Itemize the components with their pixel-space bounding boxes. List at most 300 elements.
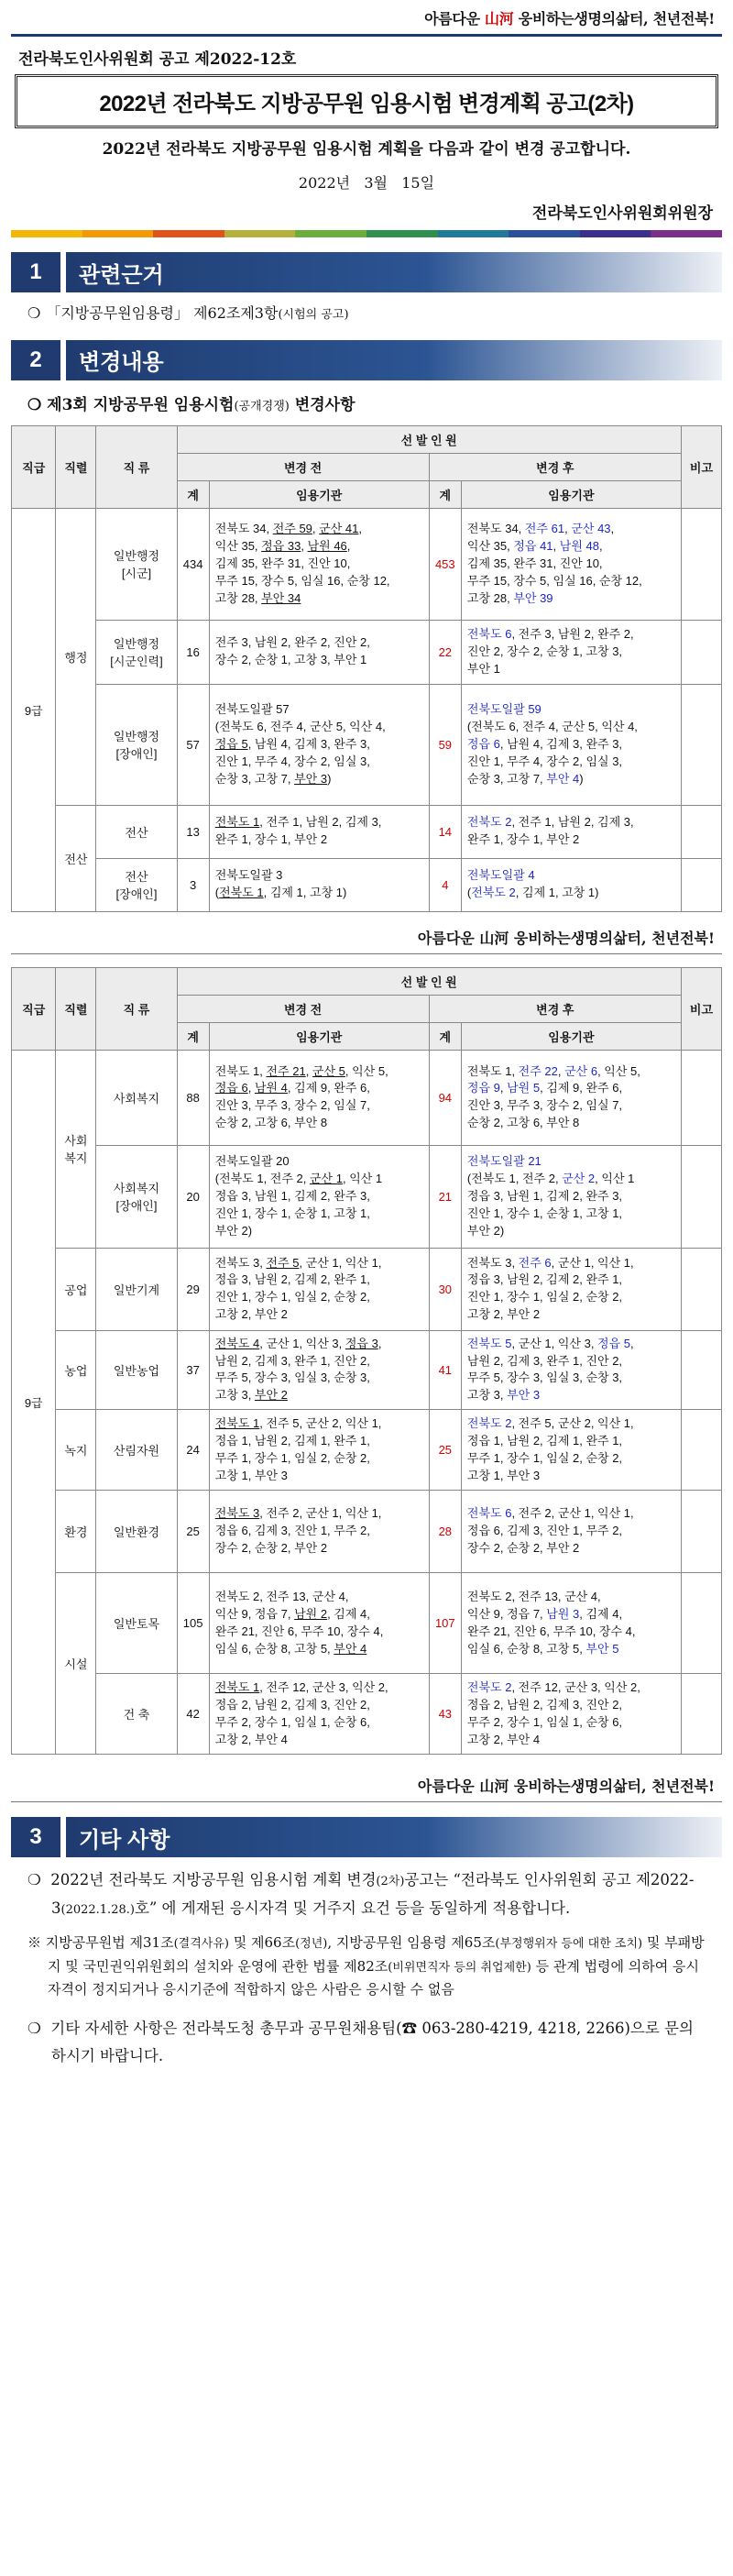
table-row <box>12 1145 722 1248</box>
agency-text: 완주 1, 장수 1, 부안 2 <box>466 832 580 847</box>
agency-text: 고창 3, <box>214 1388 255 1403</box>
after-agencies <box>461 858 681 911</box>
agency-text: , <box>499 1081 508 1095</box>
agency-text: 고창 1, 부안 3 <box>466 1468 541 1482</box>
before-total: 29 <box>177 1248 209 1330</box>
agency-text: , <box>377 1336 382 1350</box>
agency-text: 진안 1, 무주 4, 장수 2, 임실 3, <box>466 754 623 768</box>
para1-text: 2022년 전라북도 지방공무원 임용시험 계획 변경 <box>50 1871 377 1889</box>
stripe-segment <box>651 230 722 237</box>
series-cell: 행정 <box>56 508 96 805</box>
changed-value: 전북도일괄 59 <box>466 702 542 717</box>
agency-text: , 전주 12, 군산 3, 익산 2, <box>511 1679 640 1694</box>
agency-text: (전북도 6, 전주 4, 군산 5, 익산 4, <box>466 720 638 734</box>
agency-text: 무주 1, 장수 1, 임실 2, 순창 2, <box>466 1450 623 1465</box>
class-sub: [장애인] <box>115 1199 158 1214</box>
col-after: 변경 후 <box>429 453 681 480</box>
col-remark: 비고 <box>681 425 721 508</box>
agency-text: , <box>312 522 320 536</box>
class-cell <box>96 1410 177 1491</box>
before-total: 37 <box>177 1330 209 1409</box>
original-value: 부안 2 <box>254 1388 288 1403</box>
changed-value: 전북도 2 <box>471 886 516 900</box>
remark-cell <box>681 1491 721 1573</box>
agency-text: 남원 2, 김제 3, 완주 1, 진안 2, <box>466 1353 623 1368</box>
after-agencies <box>461 1145 681 1248</box>
after-agencies <box>461 1330 681 1409</box>
stripe-segment <box>11 230 82 237</box>
header-divider <box>11 34 722 37</box>
changed-value: 남원 3 <box>546 1606 580 1621</box>
agency-text: 진안 1, 장수 1, 임실 2, 순창 2, <box>466 1290 623 1305</box>
agency-text: 순창 2, 고창 6, 부안 8 <box>466 1116 580 1130</box>
agency-text: ) <box>579 771 584 786</box>
changed-value: 군산 2 <box>562 1172 596 1186</box>
class-sub: [시군인력] <box>110 655 163 669</box>
agency-text: , <box>610 522 615 536</box>
col-grade: 직급 <box>12 425 56 508</box>
before-agencies <box>209 1330 429 1409</box>
agency-text: 부안 2) <box>214 1223 253 1238</box>
slogan-suffix: 웅비하는생명의삶터, 천년전북! <box>513 929 715 947</box>
col-count: 계 <box>429 480 461 508</box>
changed-value: 부안 4 <box>546 771 580 786</box>
grade-cell: 9급 <box>12 508 56 911</box>
original-value: 남원 2 <box>294 1606 328 1621</box>
agency-text: 순창 2, 고창 6, 부안 8 <box>214 1116 328 1130</box>
class-cell <box>96 1145 177 1248</box>
table-row <box>12 1330 722 1409</box>
class-name: 전산 <box>125 870 148 885</box>
note-mark: ※ <box>27 1934 42 1952</box>
note-small: (비위면직자 등의 취업제한) <box>388 1960 531 1975</box>
section-3-header <box>11 1817 722 1857</box>
class-name: 일반토목 <box>113 1617 160 1632</box>
agency-text: 정읍 3, 남원 2, 김제 2, 완주 1, <box>214 1272 370 1287</box>
agency-text: 전북도 1, <box>214 1063 267 1078</box>
stripe-segment <box>366 230 438 237</box>
changed-value: 부안 5 <box>585 1641 619 1656</box>
series-cell: 녹지 <box>56 1410 96 1491</box>
other-paragraph-2: ❍ 기타 자세한 사항은 전라북도청 총무과 공무원채용팀(☎ 063-280-4219, 4218, 2266)으로 문의하시기 바랍니다. <box>27 2019 694 2065</box>
after-agencies <box>461 620 681 684</box>
agency-text: , 익산 1 <box>342 1172 383 1186</box>
page-title: 2022년 전라북도 지방공무원 임용시험 변경계획 공고(2차) <box>15 74 718 128</box>
before-total: 13 <box>177 805 209 858</box>
agency-text: 진안 2, 장수 2, 순창 1, 고창 3, <box>466 644 623 658</box>
note-text: , 지방공무원 임용령 제65조 <box>327 1934 496 1952</box>
agency-text: , 익산 5, <box>345 1063 388 1078</box>
agency-text: , <box>630 1336 634 1350</box>
class-cell <box>96 1573 177 1674</box>
agency-text: 진안 1, 장수 1, 순창 1, 고창 1, <box>466 1205 623 1220</box>
before-total: 25 <box>177 1491 209 1573</box>
col-agency: 임용기관 <box>209 1022 429 1050</box>
before-agencies <box>209 805 429 858</box>
remark-cell <box>681 508 721 620</box>
stripe-segment <box>438 230 509 237</box>
agency-text: 무주 5, 장수 3, 임실 3, 순창 3, <box>214 1371 370 1385</box>
agency-text: 임실 6, 순창 8, 고창 5, <box>214 1641 334 1656</box>
agency-text: , <box>247 1081 255 1095</box>
bullet-icon: ❍ <box>27 395 42 414</box>
series-cell: 시설 <box>56 1573 96 1755</box>
section-2-title: 변경내용 <box>66 340 722 380</box>
before-total: 16 <box>177 620 209 684</box>
remark-cell <box>681 1674 721 1755</box>
original-value: 정읍 33 <box>261 539 301 554</box>
after-total: 453 <box>429 508 461 620</box>
changed-value: 정읍 9 <box>466 1081 500 1095</box>
col-agency: 임용기관 <box>461 1022 681 1050</box>
agency-text: 전주 3, 남원 2, 완주 2, 진안 2, <box>214 635 370 650</box>
after-total: 21 <box>429 1145 461 1248</box>
color-stripe <box>11 230 722 237</box>
original-value: 전북도 1 <box>214 1415 260 1430</box>
para1-text-c: 호” 에 게재된 응시자격 및 거주지 요건 등을 동일하게 적용합니다. <box>134 1899 571 1917</box>
table-row <box>12 1410 722 1491</box>
remark-cell <box>681 684 721 805</box>
original-value: 전주 59 <box>272 522 312 536</box>
note-small: (부정행위자 등에 대한 조치) <box>495 1937 643 1952</box>
agency-text: 정읍 3, 남원 2, 김제 2, 완주 1, <box>466 1272 623 1287</box>
remark-cell <box>681 1573 721 1674</box>
agency-text: 고창 28, <box>466 590 514 605</box>
after-total: 28 <box>429 1491 461 1573</box>
agency-text: 고창 28, <box>214 590 262 605</box>
before-total: 3 <box>177 858 209 911</box>
changed-value: 전주 61 <box>524 522 565 536</box>
slogan-middle-1 <box>11 912 722 953</box>
remark-cell <box>681 1330 721 1409</box>
changed-value: 전북도 6 <box>466 627 512 642</box>
before-agencies <box>209 508 429 620</box>
notice-date: 2022년 3월 15일 <box>298 174 435 192</box>
col-before: 변경 전 <box>177 995 429 1022</box>
class-name: 일반기계 <box>113 1282 160 1297</box>
agency-text: 부안 1 <box>466 661 500 676</box>
agency-text: , 김제 1, 고창 1) <box>515 886 599 900</box>
before-agencies <box>209 684 429 805</box>
after-total: 59 <box>429 684 461 805</box>
subhead-small: (공개경쟁) <box>234 399 290 413</box>
agency-text: 무주 5, 장수 3, 임실 3, 순창 3, <box>466 1371 623 1385</box>
agency-text: , 김제 4, <box>327 1606 370 1621</box>
agency-text: 고창 3, <box>466 1388 508 1403</box>
agency-text: 진안 3, 무주 3, 장수 2, 임실 7, <box>214 1098 370 1113</box>
class-sub: [시군] <box>121 567 152 581</box>
original-value: 남원 46 <box>307 539 347 554</box>
agency-text: , 남원 4, 김제 3, 완주 3, <box>499 736 623 751</box>
col-series: 직렬 <box>56 425 96 508</box>
remark-cell <box>681 1248 721 1330</box>
after-total: 94 <box>429 1050 461 1145</box>
agency-text: 임실 6, 순창 8, 고창 5, <box>466 1641 586 1656</box>
agency-text: , 군산 1, 익산 3, <box>511 1336 598 1350</box>
changed-value: 전북도 2 <box>466 1679 512 1694</box>
class-name: 일반환경 <box>113 1525 160 1540</box>
original-value: 군산 1 <box>310 1172 343 1186</box>
agency-text: , 김제 9, 완주 6, <box>540 1081 623 1095</box>
agency-text: 전북도 3, <box>466 1255 519 1270</box>
signer: 전라북도인사위원회위원장 <box>531 204 713 223</box>
table-row <box>12 508 722 620</box>
changed-value: 정읍 5 <box>597 1336 631 1350</box>
after-agencies <box>461 684 681 805</box>
agency-text: (전북도 1, 전주 2, <box>214 1172 310 1186</box>
agency-text: 김제 35, 완주 31, 진안 10, <box>214 556 351 570</box>
agency-text: , <box>564 522 572 536</box>
agency-text: , 김제 1, 고창 1) <box>263 886 347 900</box>
class-name: 일반행정 <box>113 549 160 564</box>
series-cell: 사회 복지 <box>56 1050 96 1248</box>
after-total: 22 <box>429 620 461 684</box>
before-agencies <box>209 858 429 911</box>
agency-text: 전북도일괄 57 <box>214 702 290 717</box>
changed-value: 전주 6 <box>518 1255 552 1270</box>
class-name: 일반농업 <box>113 1363 160 1378</box>
header-row <box>12 967 722 995</box>
original-value: 부안 34 <box>261 590 301 605</box>
agency-text: , <box>301 539 308 554</box>
other-matters <box>11 1866 722 2071</box>
before-total: 42 <box>177 1674 209 1755</box>
col-count: 계 <box>177 480 209 508</box>
changed-value: 군산 43 <box>571 522 611 536</box>
original-value: 전북도 3 <box>214 1506 260 1521</box>
header-row <box>12 425 722 453</box>
stripe-segment <box>82 230 154 237</box>
changed-value: 전북도일괄 4 <box>466 868 535 883</box>
agency-text: 부안 2) <box>466 1223 505 1238</box>
agency-text: , 군산 1, 익산 1, <box>299 1255 382 1270</box>
original-value: 정읍 3 <box>345 1336 378 1350</box>
slogan-middle-2 <box>11 1755 722 1801</box>
class-name: 전산 <box>125 825 148 840</box>
after-agencies <box>461 1050 681 1145</box>
agency-text: 정읍 1, 남원 2, 김제 1, 완주 1, <box>214 1433 370 1448</box>
stripe-segment <box>580 230 651 237</box>
class-cell <box>96 1330 177 1409</box>
changed-value: 전북도일괄 21 <box>466 1154 542 1169</box>
slogan-prefix: 아름다운 <box>417 1778 475 1796</box>
agency-text: 고창 2, 부안 2 <box>214 1307 288 1322</box>
changed-value: 부안 39 <box>513 590 553 605</box>
before-agencies <box>209 1674 429 1755</box>
legal-basis-text: 「지방공무원임용령」 제62조제3항 <box>46 304 279 322</box>
after-agencies <box>461 1248 681 1330</box>
bullet-icon: ❍ <box>27 304 41 322</box>
original-value: 남원 4 <box>254 1081 288 1095</box>
before-agencies <box>209 1410 429 1491</box>
class-name: 사회복지 <box>113 1091 160 1106</box>
legal-basis <box>27 302 706 325</box>
series-cell: 환경 <box>56 1491 96 1573</box>
class-name: 일반행정 <box>113 637 160 652</box>
slogan-top <box>11 0 722 34</box>
eligibility-note <box>27 1932 706 2002</box>
agency-text: 전북도 2, 전주 13, 군산 4, <box>214 1589 349 1603</box>
changed-value: 전북도 6 <box>466 1506 512 1521</box>
note-small: (결격사유) <box>173 1937 229 1952</box>
agency-text: 장수 2, 순창 1, 고창 3, 부안 1 <box>214 653 367 667</box>
class-name: 산림자원 <box>113 1444 160 1459</box>
class-cell <box>96 805 177 858</box>
after-total: 25 <box>429 1410 461 1491</box>
agency-text: 완주 21, 진안 6, 무주 10, 장수 4, <box>214 1624 384 1638</box>
agency-text: , 전주 12, 군산 3, 익산 2, <box>259 1679 388 1694</box>
before-agencies <box>209 620 429 684</box>
after-agencies <box>461 508 681 620</box>
agency-text: , <box>552 539 560 554</box>
class-cell <box>96 858 177 911</box>
agency-text: , 남원 4, 김제 3, 완주 3, <box>247 736 370 751</box>
col-remark: 비고 <box>681 967 721 1050</box>
class-sub: [장애인] <box>115 887 158 902</box>
agency-text: , 전주 3, 남원 2, 완주 2, <box>511 627 634 642</box>
agency-text: (전북도 1, 전주 2, <box>466 1172 563 1186</box>
remark-cell <box>681 1145 721 1248</box>
before-total: 57 <box>177 684 209 805</box>
after-total: 41 <box>429 1330 461 1409</box>
agency-text: , 군산 1, 익산 3, <box>259 1336 345 1350</box>
agency-text: , <box>598 539 603 554</box>
agency-text: 순창 3, 고창 7, <box>466 771 547 786</box>
after-total: 43 <box>429 1674 461 1755</box>
agency-text: 정읍 6, 김제 3, 진안 1, 무주 2, <box>466 1524 623 1538</box>
section-2-header <box>11 340 722 380</box>
table-row <box>12 1573 722 1674</box>
agency-text: 전북도 34, <box>466 522 525 536</box>
original-value: 전북도 1 <box>219 886 264 900</box>
table-row <box>12 684 722 805</box>
remark-cell <box>681 805 721 858</box>
section-1-header <box>11 252 722 292</box>
recruitment-table-2 <box>11 967 722 1755</box>
agency-text: 익산 9, 정읍 7, <box>466 1606 547 1621</box>
slogan-prefix: 아름다운 <box>424 10 480 28</box>
class-cell <box>96 1674 177 1755</box>
agency-text: 진안 1, 무주 4, 장수 2, 임실 3, <box>214 754 370 768</box>
subhead-main: 제3회 지방공무원 임용시험 <box>47 395 235 414</box>
slogan-mountain: 山河 <box>479 929 509 947</box>
col-series: 직렬 <box>56 967 96 1050</box>
col-before: 변경 전 <box>177 453 429 480</box>
agency-text: ( <box>466 886 472 900</box>
agency-text: 완주 21, 진안 6, 무주 10, 장수 4, <box>466 1624 636 1638</box>
agency-text: 무주 1, 장수 1, 임실 2, 순창 2, <box>214 1450 370 1465</box>
agency-text: , 김제 4, <box>579 1606 623 1621</box>
changed-value: 정읍 41 <box>513 539 553 554</box>
col-grade: 직급 <box>12 967 56 1050</box>
remark-cell <box>681 1410 721 1491</box>
col-agency: 임용기관 <box>209 480 429 508</box>
agency-text: 진안 1, 장수 1, 임실 2, 순창 2, <box>214 1290 370 1305</box>
table-row <box>12 620 722 684</box>
table-row <box>12 1248 722 1330</box>
before-agencies <box>209 1145 429 1248</box>
changed-value: 군산 6 <box>564 1063 598 1078</box>
section-3-number: 3 <box>11 1817 60 1857</box>
slogan-mountain: 山河 <box>485 10 514 28</box>
agency-text: , 전주 5, 군산 2, 익산 1, <box>511 1415 634 1430</box>
agency-text: 장수 2, 순창 2, 부안 2 <box>466 1541 580 1556</box>
agency-text: 완주 1, 장수 1, 부안 2 <box>214 832 328 847</box>
after-agencies <box>461 1491 681 1573</box>
slogan-suffix: 웅비하는생명의삶터, 천년전북! <box>513 1778 715 1796</box>
before-total: 88 <box>177 1050 209 1145</box>
after-total: 107 <box>429 1573 461 1674</box>
note-text: 및 제66조 <box>228 1934 296 1952</box>
page-subtitle: 2022년 전라북도 지방공무원 임용시험 계획을 다음과 같이 변경 공고합니다. <box>102 140 631 159</box>
changes-subhead <box>27 391 706 414</box>
agency-text: 정읍 3, 남원 1, 김제 2, 완주 3, <box>214 1188 370 1203</box>
agency-text: , 전주 2, 군산 1, 익산 1, <box>511 1506 634 1521</box>
agency-text: 진안 3, 무주 3, 장수 2, 임실 7, <box>466 1098 623 1113</box>
col-class: 직 류 <box>96 967 177 1050</box>
agency-text: 익산 35, <box>214 539 262 554</box>
original-value: 전주 5 <box>266 1255 300 1270</box>
col-selection: 선 발 인 원 <box>177 425 681 453</box>
table-row <box>12 1050 722 1145</box>
agency-text: 고창 2, 부안 4 <box>214 1732 288 1746</box>
agency-text: , 전주 1, 남원 2, 김제 3, <box>511 815 634 830</box>
class-cell <box>96 508 177 620</box>
changed-value: 전북도 5 <box>466 1336 512 1350</box>
changed-value: 남원 48 <box>559 539 599 554</box>
before-agencies <box>209 1248 429 1330</box>
agency-text: ( <box>214 886 220 900</box>
original-value: 부안 4 <box>334 1641 367 1656</box>
agency-text: 무주 15, 장수 5, 임실 16, 순창 12, <box>214 573 390 588</box>
original-value: 전북도 1 <box>214 1679 260 1694</box>
section-1-title: 관련근거 <box>66 252 722 292</box>
before-total: 24 <box>177 1410 209 1491</box>
agency-text: , 익산 1 <box>595 1172 635 1186</box>
notice-number: 전라북도인사위원회 공고 제2022-12호 <box>18 50 297 69</box>
before-total: 105 <box>177 1573 209 1674</box>
agency-text: (전북도 6, 전주 4, 군산 5, 익산 4, <box>214 720 386 734</box>
class-cell <box>96 1491 177 1573</box>
col-agency: 임용기관 <box>461 480 681 508</box>
agency-text: 남원 2, 김제 3, 완주 1, 진안 2, <box>214 1353 370 1368</box>
class-name: 사회복지 <box>113 1182 160 1196</box>
class-cell <box>96 1050 177 1145</box>
para1-note: (2차) <box>376 1875 405 1889</box>
agency-text: 무주 2, 장수 1, 임실 1, 순창 6, <box>466 1714 623 1729</box>
changed-value: 전주 22 <box>518 1063 558 1078</box>
series-cell: 농업 <box>56 1330 96 1409</box>
agency-text: 정읍 3, 남원 1, 김제 2, 완주 3, <box>466 1188 623 1203</box>
section-1-number: 1 <box>11 252 60 292</box>
class-cell <box>96 1248 177 1330</box>
before-agencies <box>209 1491 429 1573</box>
agency-text: , <box>358 522 362 536</box>
agency-text: , 전주 5, 군산 2, 익산 1, <box>259 1415 382 1430</box>
slogan-suffix: 웅비하는생명의삶터, 천년전북! <box>518 10 715 28</box>
para1-date: (2022.1.28.) <box>60 1902 135 1917</box>
remark-cell <box>681 858 721 911</box>
agency-text: 전북도 1, <box>466 1063 519 1078</box>
after-agencies <box>461 1410 681 1491</box>
grade-cell: 9급 <box>12 1050 56 1754</box>
original-value: 전주 21 <box>266 1063 306 1078</box>
changed-value: 남원 5 <box>507 1081 541 1095</box>
table-row <box>12 1674 722 1755</box>
after-total: 14 <box>429 805 461 858</box>
agency-text: 고창 2, 부안 4 <box>466 1732 541 1746</box>
class-cell <box>96 684 177 805</box>
